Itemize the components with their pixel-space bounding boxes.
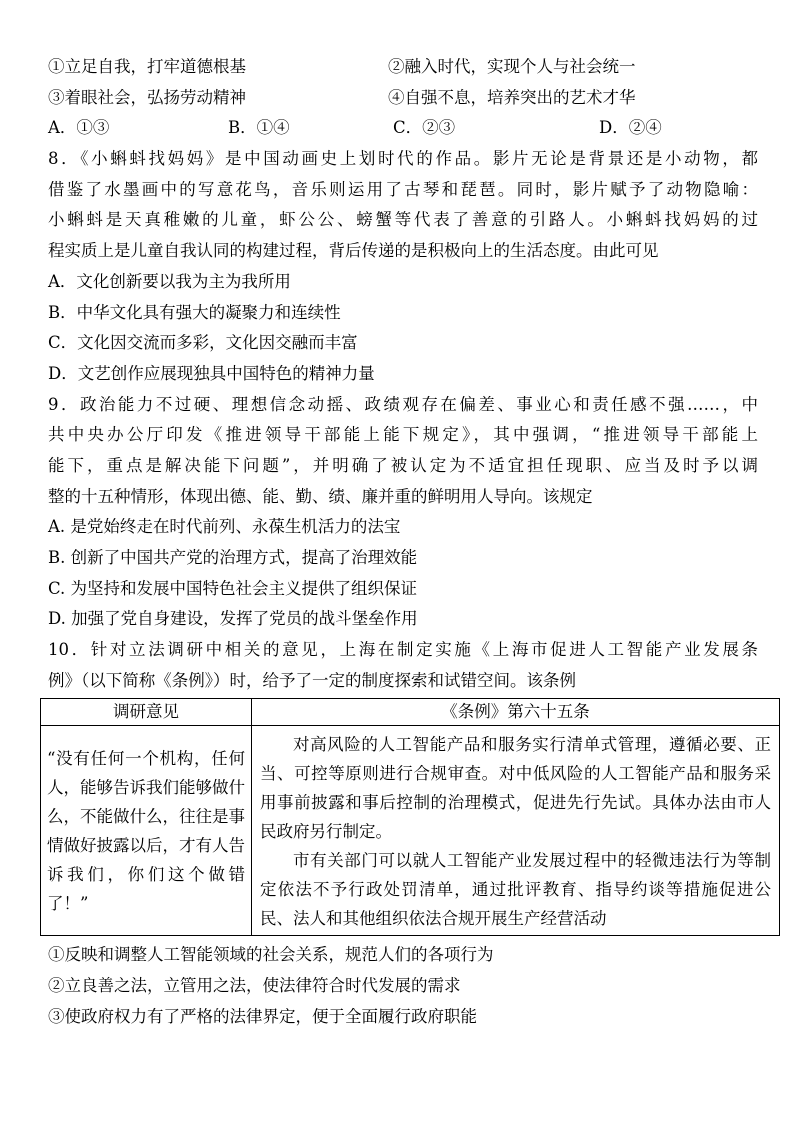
q7-options	[48, 113, 758, 144]
q8-stem	[48, 144, 758, 267]
q10-stem-line: 10．针对立法调研中相关的意见，上海在制定实施《上海市促进人工智能产业发展条	[48, 640, 758, 660]
q8-option-a[interactable]: A．文化创新要以我为主为我所用	[48, 271, 291, 291]
q10-stem-line: 例》（以下简称《条例》）时，给予了一定的制度探索和试错空间。该条例	[48, 670, 576, 690]
q10-statement-3: ③使政府权力有了严格的法律界定，便于全面履行政府职能	[48, 1006, 477, 1026]
q7-statement-1: ①立足自我，打牢道德根基	[48, 57, 246, 76]
q9-stem-line: 整的十五种情形，体现出德、能、勤、绩、廉并重的鲜明用人导向。该规定	[48, 486, 593, 506]
q7-statement-3: ③着眼社会，弘扬劳动精神	[48, 87, 246, 107]
q7-option-a[interactable]: A．①③	[48, 118, 110, 138]
table-header-cell-article: 《条例》第六十五条	[252, 699, 780, 726]
q8-option-c[interactable]: C．文化因交流而多彩，文化因交融而丰富	[48, 333, 358, 353]
q8-stem-line: 程实质上是儿童自我认同的构建过程，背后传递的是积极向上的生活态度。由此可见	[48, 241, 659, 261]
q9-stem	[48, 390, 758, 513]
table-header-row	[41, 699, 780, 726]
table-row	[41, 726, 780, 936]
q7-option-b[interactable]: B．①④	[228, 118, 290, 138]
q9-stem-line: 共中央办公厅印发《推进领导干部能上能下规定》，其中强调，“推进领导干部能上	[48, 425, 758, 445]
q7-option-c[interactable]: C．②③	[393, 118, 456, 138]
q8-stem-line: 8．《小蝌蚪找妈妈》是中国动画史上划时代的作品。影片无论是背景还是小动物，都	[48, 149, 758, 169]
q9-option-d[interactable]: D. 加强了党自身建设，发挥了党员的战斗堡垒作用	[48, 609, 418, 629]
q9-option-a[interactable]: A. 是党始终走在时代前列、永葆生机活力的法宝	[48, 517, 401, 537]
q8-stem-line: 借鉴了水墨画中的写意花鸟，音乐则运用了古琴和琵琶。同时，影片赋予了动物隐喻：	[48, 179, 758, 199]
q10-statement-1: ①反映和调整人工智能领域的社会关系，规范人们的各项行为	[48, 945, 494, 965]
q9-option-c[interactable]: C. 为坚持和发展中国特色社会主义提供了组织保证	[48, 578, 418, 598]
q9-stem-line: 9．政治能力不过硬、理想信念动摇、政绩观存在偏差、事业心和责任感不强……，中	[48, 394, 758, 414]
q9-option-b[interactable]: B. 创新了中国共产党的治理方式，提高了治理效能	[48, 548, 418, 567]
table-cell-article	[252, 726, 780, 936]
q8-option-b[interactable]: B．中华文化具有强大的凝聚力和连续性	[48, 302, 341, 322]
article-paragraph-1: 对高风险的人工智能产品和服务实行清单式管理，遵循必要、正当、可控等原则进行合规审查。对中低风险的人工智能产品和服务采用事前披露和事后控制的治理模式，促进先行先试。具体办法由市人民政府另行制定。	[260, 735, 771, 842]
q10-statement-2: ②立良善之法，立管用之法，使法律符合时代发展的需求	[48, 976, 461, 996]
q10-stem	[48, 635, 758, 696]
q8-stem-line: 小蝌蚪是天真稚嫩的儿童，虾公公、螃蟹等代表了善意的引路人。小蝌蚪找妈妈的过	[48, 210, 758, 230]
q10-statements	[48, 940, 758, 1032]
q7-statement-4: ④自强不息，培养突出的艺术才华	[388, 87, 636, 107]
q8-option-d[interactable]: D．文艺创作应展现独具中国特色的精神力量	[48, 363, 375, 383]
table-cell-opinion: “没有任何一个机构，任何人，能够告诉我们能够做什么，不能做什么，往往是事情做好披露以后，才有人告诉我们，你们这个做错了！”	[41, 726, 252, 936]
q7-option-d[interactable]: D．②④	[599, 118, 662, 138]
article-paragraph-2: 市有关部门可以就人工智能产业发展过程中的轻微违法行为等制定依法不予行政处罚清单，通过批评教育、指导约谈等措施促进公民、法人和其他组织依法合规开展生产经营活动	[260, 851, 771, 929]
q7-statements-row-2	[48, 83, 758, 114]
q7-statement-2: ②融入时代，实现个人与社会统一	[388, 57, 636, 76]
table-header-cell-opinion: 调研意见	[41, 699, 252, 726]
q9-stem-line: 能下，重点是解决能下问题”，并明确了被认定为不适宜担任现职、应当及时予以调	[48, 455, 758, 475]
q10-material-table	[40, 698, 780, 936]
q7-statements-row-1	[48, 52, 758, 83]
document-page	[47, 52, 771, 1033]
